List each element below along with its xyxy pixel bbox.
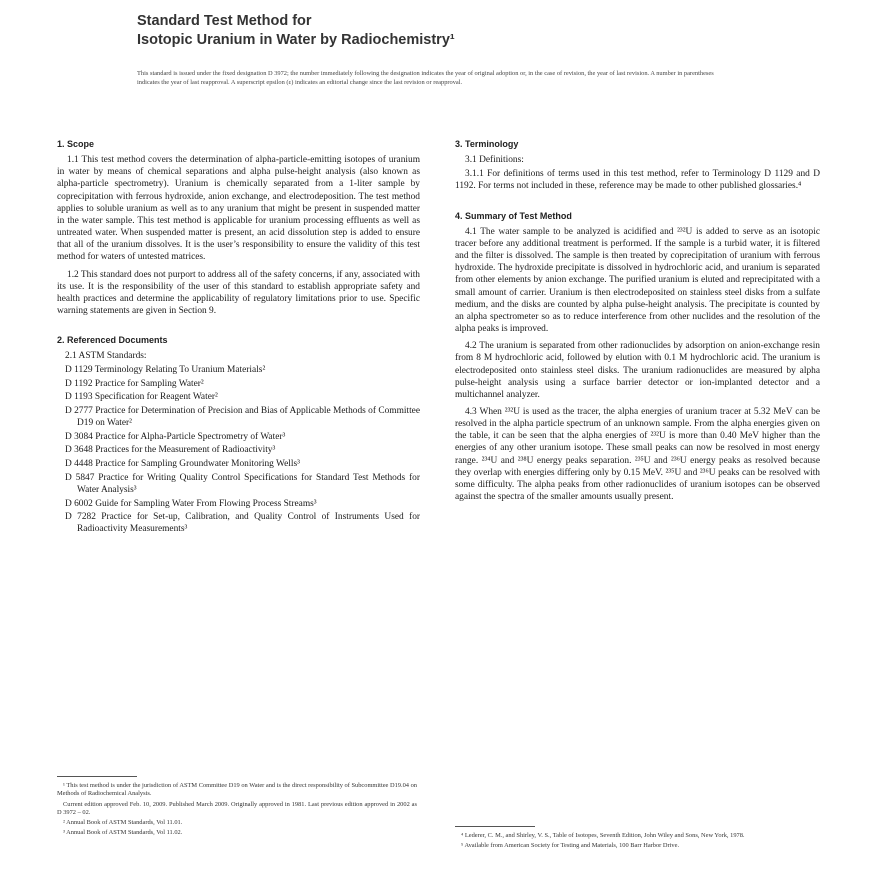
footnote: ⁵ Available from American Society for Testing and Materials, 100 Barr Harbor Drive. (461, 842, 680, 850)
reference-item: D 7282 Practice for Set-up, Calibration, and Quality Control of Instruments Used for Radioactivity Measurements³ (65, 512, 420, 535)
paragraph-4-2: 4.2 The uranium is separated from other radionuclides by adsorption on anion-exchange resin from 8 M hydrochloric acid, followed by elution with 0.1 M hydrochloric acid. The uranium is electrodeposited onto stainless steel disks. The uranium radionuclides are measured by alpha pulse-height analysis using a surface barrier detector or ion-implanted detector and a multichannel analyzer. (455, 341, 820, 400)
section-heading-terminology: 3. Terminology (455, 139, 519, 149)
footnote: ¹ This test method is under the jurisdiction of ASTM Committee D19 on Water and is the direct responsibility of Subcommittee D19.04 on Methods of Radiochemical Analysis. (57, 782, 417, 798)
paragraph-1-2: 1.2 This standard does not purport to address all of the safety concerns, if any, associated with its use. It is the responsibility of the user of this standard to establish appropriate safety and health practices and determine the applicability of regulatory limitations prior to use. Specific warning statements are given in Section 9. (57, 269, 420, 317)
left-column (57, 138, 420, 537)
title-line-2: Isotopic Uranium in Water by Radiochemistry¹ (137, 32, 455, 48)
reference-item: D 1193 Specification for Reagent Water² (65, 392, 218, 403)
footnote: Current edition approved Feb. 10, 2009. Published March 2009. Originally approved in 1981. Last previous edition approved in 2002 as D 3972 – 02. (57, 800, 417, 816)
paragraph-4-3: 4.3 When ²³²U is used as the tracer, the alpha energies of uranium tracer at 5.32 MeV can be resolved in the alpha particle spectrum of an unknown sample. From the alpha energies given on the table, it can be seen that the alpha energies of ²³²U is more than 0.40 MeV higher than the energies of any other uranium isotope. These small peaks can now be resolved in most energy range. ²³⁴U and ²³⁸U energy peaks separation. ²³⁵U and ²³⁶U energy peaks as resolved because they overlap with energies differing only by 0.15 MeV. ²³⁵U and ²³⁶U peaks can be resolved with some difficulty. The alpha peaks from other radionuclides of uranium isotopes can be observed against the spectra of the smaller amounts usually present. (455, 406, 820, 503)
section-heading-summary: 4. Summary of Test Method (455, 210, 572, 221)
footnote: ³ Annual Book of ASTM Standards, Vol 11.02. (63, 829, 183, 837)
title-line-1: Standard Test Method for (137, 13, 312, 29)
right-column (455, 138, 820, 508)
footnote-rule-left (57, 776, 137, 777)
paragraph-1-1: 1.1 This test method covers the determination of alpha-particle-emitting isotopes of uranium in water by means of chemical separations and alpha pulse-height analysis (also known as alpha-particle spectrometry). Uranium is chemically separated from a 1-liter sample by coprecipitation with ferrous hydroxide, anion exchange, and electrodeposition. The test method applies to soluble uranium as well as to any uranium that might be present in suspended matter in the water sample. This test method is applicable for uranium processing effluents as well as untreated water. When suspended matter is present, an acid dissolution step is added to ensure that all of the uranium dissolves. It is the user’s responsibility to ensure the validity of this test method for waters of untested matrices. (57, 155, 420, 263)
footnote: ² Annual Book of ASTM Standards, Vol 11.01. (63, 819, 183, 827)
reference-item: D 1129 Terminology Relating To Uranium Materials² (65, 365, 266, 375)
paragraph-4-1: 4.1 The water sample to be analyzed is acidified and ²³²U is added to serve as an isotopic tracer before any additional treatment is performed. If the sample is a turbid water, it is filtered and the filter is dissolved. The sample is then treated by coprecipitation of uranium with ferrous hydroxide. The hydroxide precipitate is dissolved in hydrochloric acid, and uranium is separated from other elements by anion exchange. The purified uranium is eluted and reprecipitated with a small amount of carrier. Uranium is then electrodeposited on stainless steel disks from a sulfate medium, and the disks are counted by alpha pulse-height analysis. The precipitate is counted by an alpha spectrometer so as to reduce interference from other nuclides and the resolution of the alpha peaks is improved. (455, 226, 820, 335)
reference-item: D 2777 Practice for Determination of Precision and Bias of Applicable Methods of Committee D19 on Water² (65, 405, 420, 429)
section-heading-scope: 1. Scope (57, 139, 95, 149)
footnote: ⁴ Lederer, C. M., and Shirley, V. S., Table of Isotopes, Seventh Edition, John Wiley and Sons, New York, 1978. (461, 832, 745, 839)
paragraph-3-1-1: 3.1.1 For definitions of terms used in this test method, refer to Terminology D 1129 and D 1192. For terms not included in these, reference may be made to other published glossaries.⁴ (455, 169, 820, 192)
footnotes-left (57, 782, 417, 840)
section-heading-referenced-documents: 2. Referenced Documents (57, 335, 168, 346)
footnotes-right (455, 832, 815, 853)
reference-list (57, 350, 420, 535)
reference-item: D 6002 Guide for Sampling Water From Flowing Process Streams³ (65, 498, 317, 509)
reference-item: D 3648 Practices for the Measurement of Radioactivity³ (65, 445, 276, 456)
footnote-rule-right (455, 826, 535, 827)
subsection-definitions: 3.1 Definitions: (465, 155, 524, 166)
reference-item: D 4448 Practice for Sampling Groundwater Monitoring Wells³ (65, 459, 300, 470)
reference-item: D 5847 Practice for Writing Quality Control Specifications for Standard Test Methods for Water Analysis³ (65, 472, 420, 495)
reference-item: 2.1 ASTM Standards: (65, 351, 147, 362)
document-header (137, 12, 697, 50)
designation-note: This standard is issued under the fixed designation D 3972; the number immediately following the designation indicates the year of original adoption or, in the case of revision, the year of last revision. A number in parentheses indicates the year of last reapproval. A superscript epsilon (ε) indicates an editorial change since the last revision or reapproval. (137, 70, 714, 86)
reference-item: D 1192 Practice for Sampling Water² (65, 378, 204, 389)
reference-item: D 3084 Practice for Alpha-Particle Spectrometry of Water³ (65, 431, 286, 442)
